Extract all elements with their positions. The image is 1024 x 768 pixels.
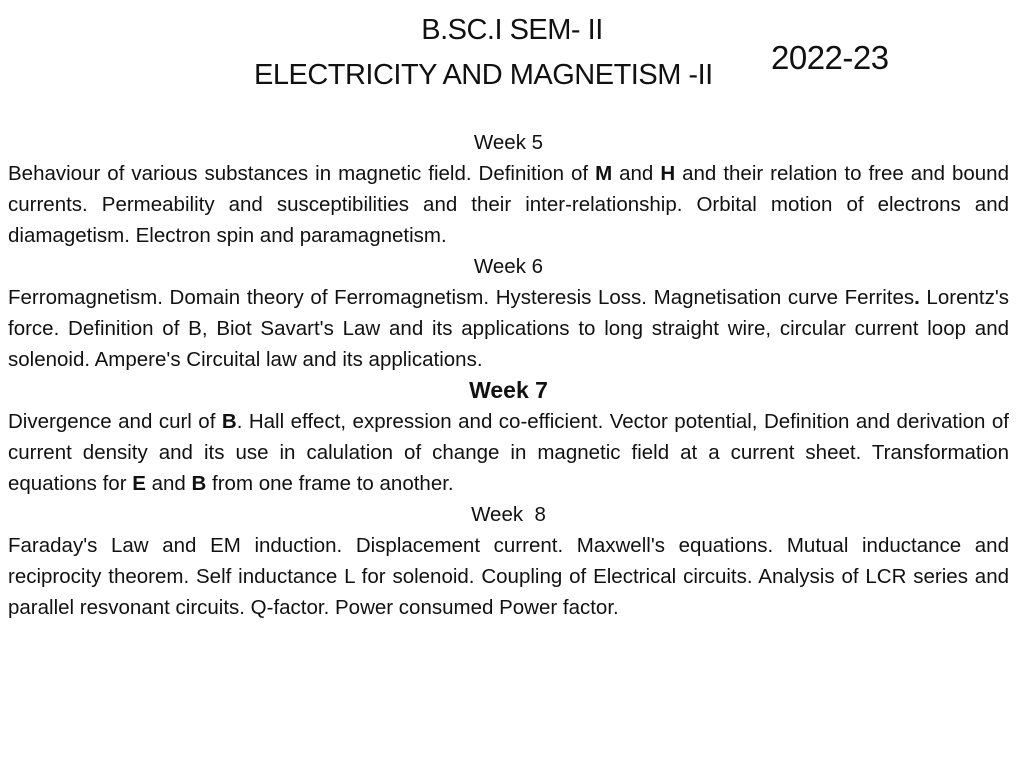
week-6-description: [8, 282, 1009, 375]
week-7-text-4: from one frame to another.: [206, 472, 454, 495]
week-7-symbol-b2: B: [191, 472, 207, 495]
syllabus-content: [8, 127, 1009, 623]
week-6-heading: Week 6: [473, 255, 544, 278]
slide-header: [0, 0, 1024, 120]
week-5-symbol-h: H: [660, 162, 676, 185]
week-7-symbol-e: E: [132, 472, 146, 495]
week-5-description: [8, 158, 1009, 251]
week-6-text-1: Ferromagnetism. Domain theory of Ferromagnetism. Hysteresis Loss. Magnetisation curve Ferrites: [8, 286, 915, 309]
week-5-text-2: and: [612, 162, 661, 185]
week-5-symbol-m: M: [595, 162, 613, 185]
week-5-heading: Week 5: [473, 131, 544, 154]
week-7-text-3: and: [145, 472, 192, 495]
week-7-description: [8, 406, 1009, 499]
week-7-symbol-b: B: [221, 410, 237, 433]
week-6-text-2: Lorentz's force. Definition of B, Biot Savart's Law and its applications to long straight wire, circular current loop and solenoid. Ampere's Circuital law and its applications.: [8, 286, 1009, 371]
course-title-line2: ELECTRICITY AND MAGNETISM -II: [254, 59, 713, 91]
week-7-text-1: Divergence and curl of: [8, 410, 222, 433]
week-8-description: Faraday's Law and EM induction. Displacement current. Maxwell's equations. Mutual inductance and reciprocity theorem. Self inductance L for solenoid. Coupling of Electrical circuits. Analysis of LCR series and parallel resvonant circuits. Q-factor. Power consumed Power factor.: [8, 534, 1009, 619]
week-5-text-1: Behaviour of various substances in magnetic field. Definition of: [8, 162, 596, 185]
week-6-bold-period: .: [914, 286, 920, 309]
week-5-text-3: and their relation to free and bound currents. Permeability and susceptibilities and their inter-relationship. Orbital motion of electrons and diamagetism. Electron spin and paramagnetism.: [8, 162, 1009, 247]
week-7-text-2: . Hall effect, expression and co-efficient. Vector potential, Definition and derivation of current density and its use in calulation of change in magnetic field at a current sheet. Transformation equations for: [8, 410, 1009, 495]
week-7-heading: Week 7: [469, 377, 548, 403]
week-8-heading: Week 8: [471, 503, 546, 526]
course-title-line1: B.SC.I SEM- II: [421, 14, 603, 46]
academic-year: 2022-23: [771, 39, 889, 76]
